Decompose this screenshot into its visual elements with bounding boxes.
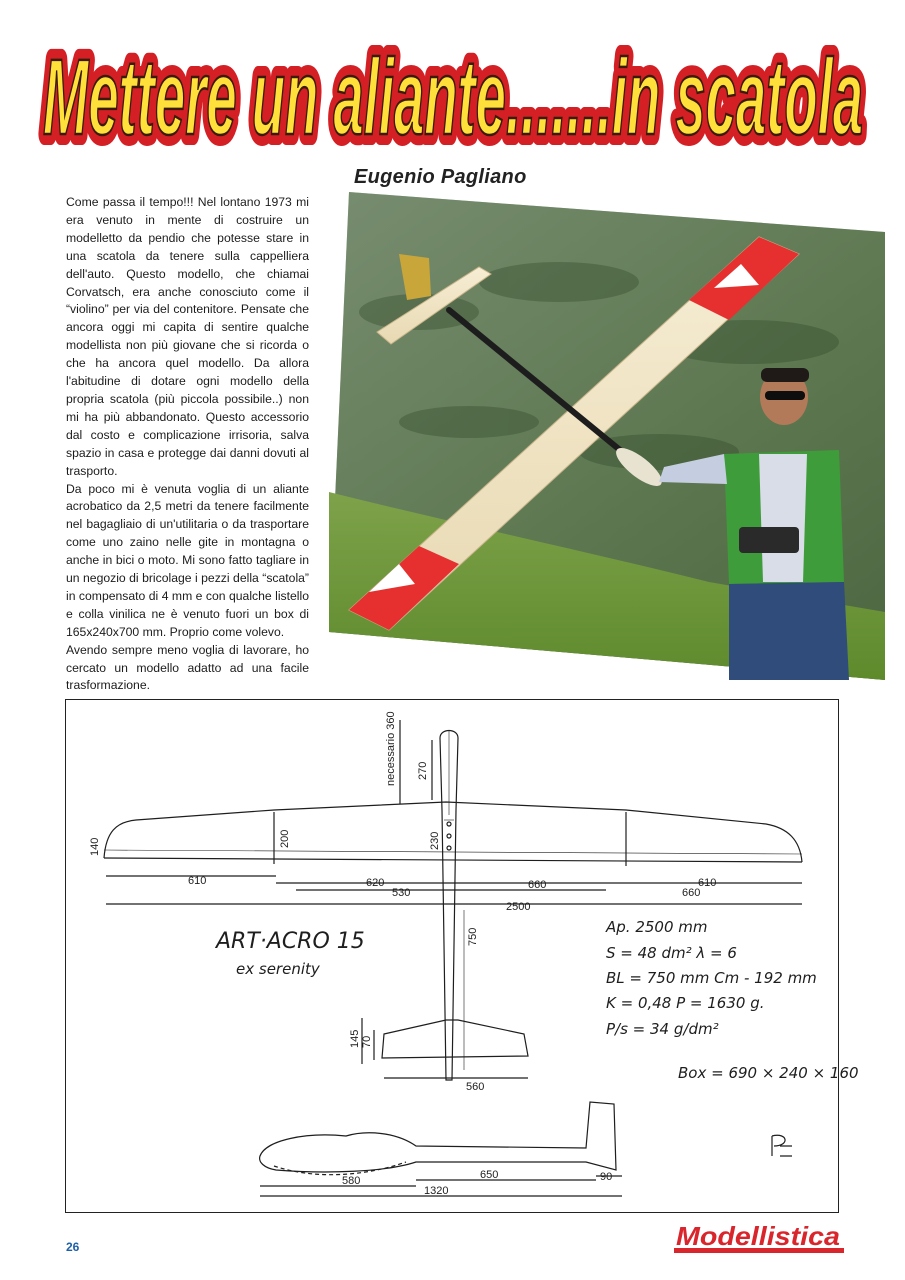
title-outline: Mettere un aliante.......in scatola xyxy=(43,36,863,157)
dim-1320: 1320 xyxy=(424,1185,449,1197)
dim-270: 270 xyxy=(417,761,429,780)
dim-650: 650 xyxy=(480,1169,499,1181)
dim-necessario: necessario 360 xyxy=(385,711,397,786)
dim-580: 580 xyxy=(342,1175,361,1187)
model-name: ART·ACRO 15 xyxy=(216,929,365,954)
paragraph: Come passa il tempo!!! Nel lontano 1973 mi era venuto in mente di costruire un modelletto da pendio che potesse stare in una scatola da tenere sulla cappelliera dell'auto. Questo modello, che chiamai Corvatsch, era anche conosciuto come il “violino” per via del contenitore. Pensate che ancora oggi mi capita di sentire qualche modellista non più giovane che si ricorda o che ha ancora quel modello. Da allora l'abitudine di dotare ogni modello della propria scatola (più piccola possibile..) non mi ha più abbandonato. Questo accessorio dal costo e complicazione irrisoria, salva spazio in casa e protegge dai danni dovuti al trasporto. xyxy=(66,195,309,478)
dim-660-b: 660 xyxy=(682,887,701,899)
magazine-logo xyxy=(674,1222,844,1256)
dim-70: 70 xyxy=(361,1035,373,1048)
dim-610-right: 610 xyxy=(698,877,717,889)
dim-90: 90 xyxy=(600,1171,613,1183)
spec-line: BL = 750 mm Cm - 192 mm xyxy=(606,969,817,987)
dim-560: 560 xyxy=(466,1081,485,1093)
dim-140: 140 xyxy=(89,837,101,856)
box-dimensions: Box = 690 × 240 × 160 xyxy=(678,1064,859,1082)
paragraph: Avendo sempre meno voglia di lavorare, ho cercato un modello adatto ad una facile trasformazione. xyxy=(66,642,309,693)
spec-line: K = 0,48 P = 1630 g. xyxy=(606,994,765,1012)
dim-2500: 2500 xyxy=(506,901,531,913)
model-subtitle: ex serenity xyxy=(236,960,320,978)
spec-line: Ap. 2500 mm xyxy=(606,918,708,936)
page-number: 26 xyxy=(66,1240,80,1254)
dim-145: 145 xyxy=(349,1029,361,1048)
dim-200: 200 xyxy=(279,829,291,848)
magazine-name: Modellistica xyxy=(676,1221,840,1251)
dim-230: 230 xyxy=(429,831,441,850)
article-body xyxy=(66,194,309,695)
article-title xyxy=(28,26,878,162)
paragraph: Da poco mi è venuta voglia di un aliante acrobatico da 2,5 metri da tenere facilmente nel bagagliaio di un'utilitaria o da trasportare come uno zaino nelle gite in montagna o anche in bici o moto. Mi sono fatto tagliare in un negozio di bricolage i pezzi della “scatola” in compensato di 4 mm e con qualche listello e colla vinilica ne è venuto fuori un box di 165x240x700 mm. Proprio come volevo. xyxy=(66,481,309,639)
dim-620: 620 xyxy=(366,877,385,889)
glider-photo xyxy=(329,192,885,680)
spec-line: P/s = 34 g/dm² xyxy=(606,1020,719,1038)
dim-530: 530 xyxy=(392,887,411,899)
spec-line: S = 48 dm² λ = 6 xyxy=(606,944,737,962)
dim-750: 750 xyxy=(467,927,479,946)
dim-660-a: 660 xyxy=(528,879,547,891)
title-fill: Mettere un aliante.......in scatola xyxy=(43,36,863,157)
technical-drawing xyxy=(65,699,859,1213)
dim-610-left: 610 xyxy=(188,875,207,887)
article-author: Eugenio Pagliano xyxy=(354,166,527,188)
